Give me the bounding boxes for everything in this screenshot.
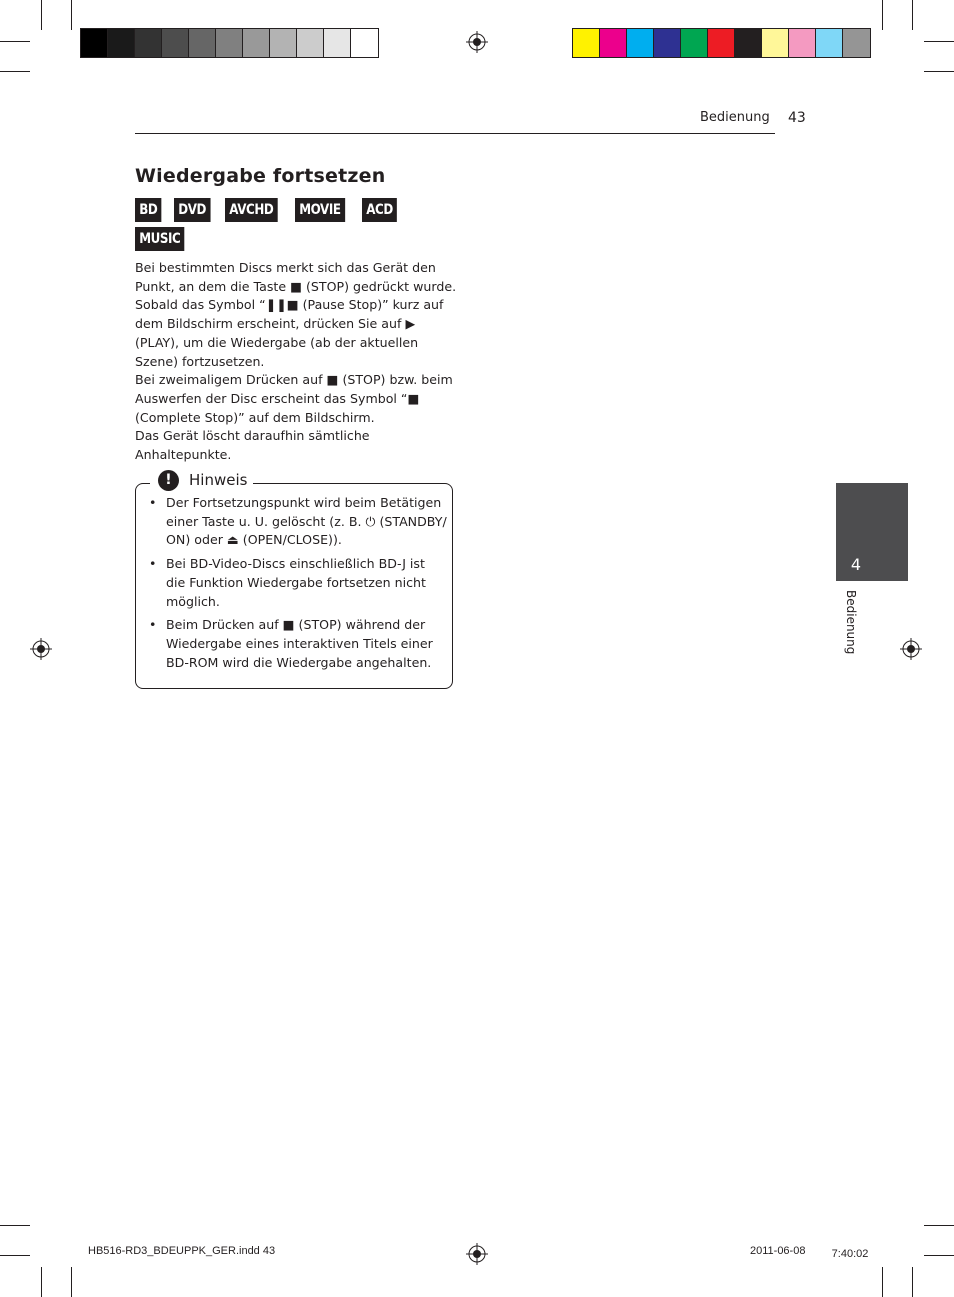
calibration-swatch [843,29,870,57]
header-rule [135,133,775,134]
footer-time: ㅤ 7:40:02 [818,1248,869,1260]
registration-mark-icon [466,31,488,53]
calibration-swatch [162,29,189,57]
body-paragraph: Bei bestimmten Discs merkt sich das Gerät den Punkt, an dem die Taste ■ (STOP) gedrückt wurde. Sobald das Symbol “❚❚■ (Pause Stop)” kurz auf dem Bildschirm erscheint, drücken Sie auf ▶ (PLAY), um die Wiedergabe (ab der aktuellen Szene) fortzusetzen. [135,260,457,369]
badge-music: MUSIC [135,227,185,251]
calibration-swatch [216,29,243,57]
calibration-swatch [708,29,735,57]
crop-mark [912,0,913,30]
calibration-swatch [351,29,378,57]
crop-mark [882,0,883,30]
calibration-swatch [762,29,789,57]
registration-mark-icon [900,638,922,660]
crop-mark [71,0,72,30]
registration-mark-icon [30,638,52,660]
chapter-number: 4 [850,555,862,574]
calibration-swatch [627,29,654,57]
crop-mark [0,1255,30,1256]
crop-mark [924,1255,954,1256]
calibration-swatch [189,29,216,57]
footer-date: 2011-06-08 [750,1245,806,1257]
badge-movie: MOVIE [295,198,345,222]
calibration-swatch [297,29,324,57]
bullet: • [149,556,157,572]
header-section: Bedienung [700,110,770,125]
calibration-swatch [681,29,708,57]
crop-mark [41,0,42,30]
crop-mark [924,71,954,72]
note-header [150,469,253,491]
bullet: • [149,495,157,510]
badge-dvd: DVD [174,198,210,222]
page-number: 43 [788,110,806,126]
disc-type-badges [135,198,465,256]
crop-mark [882,1267,883,1297]
crop-mark [0,1225,30,1226]
crop-mark [924,1225,954,1226]
calibration-swatch [108,29,135,57]
badge-bd: BD [135,198,162,222]
list-item [147,555,447,611]
calibration-swatch [600,29,627,57]
badge-acd: ACD [362,198,397,222]
note-item-text: Bei BD-Video-Discs einschließlich BD-J ist die Funktion Wiedergabe fortsetzen nicht möglich. [166,556,426,609]
list-item [147,494,447,550]
crop-mark [0,41,30,42]
calibration-swatch [270,29,297,57]
calibration-swatch [324,29,351,57]
calibration-swatch [573,29,600,57]
section-title: Wiedergabe fortsetzen [135,165,386,187]
chapter-label: Bedienung [844,590,858,655]
crop-mark [41,1267,42,1297]
crop-mark [924,41,954,42]
exclamation-icon: ! [158,470,179,491]
note-item-text: Der Fortsetzungspunkt wird beim Betätigen einer Taste u. U. gelöscht (z. B. ⏻ (STANDBY/ ON) oder ⏏ (OPEN/CLOSE)). [166,495,447,548]
calibration-swatch [654,29,681,57]
note-title: Hinweis [189,471,248,489]
list-item [147,616,447,672]
calibration-swatch [789,29,816,57]
note-list [147,494,447,677]
body-text [135,259,460,465]
grayscale-calibration-bar [80,28,379,58]
bullet: • [149,617,157,633]
badge-avchd: AVCHD [225,198,278,222]
calibration-swatch [816,29,843,57]
calibration-swatch [735,29,762,57]
calibration-swatch [135,29,162,57]
color-calibration-bar [572,28,871,58]
footer-filename: HB516-RD3_BDEUPPK_GER.indd 43 [88,1245,276,1257]
crop-mark [0,71,30,72]
calibration-swatch [81,29,108,57]
calibration-swatch [243,29,270,57]
crop-mark [912,1267,913,1297]
registration-mark-icon [466,1243,488,1265]
body-paragraph: Bei zweimaligem Drücken auf ■ (STOP) bzw. beim Auswerfen der Disc erscheint das Symbol “■ (Complete Stop)” auf dem Bildschirm. [135,372,453,425]
note-item-text: Beim Drücken auf ■ (STOP) während der Wiedergabe eines interaktiven Titels einer BD-ROM wird die Wiedergabe angehalten. [166,617,433,670]
body-paragraph: Das Gerät löscht daraufhin sämtliche Anhaltepunkte. [135,428,370,463]
crop-mark [71,1267,72,1297]
